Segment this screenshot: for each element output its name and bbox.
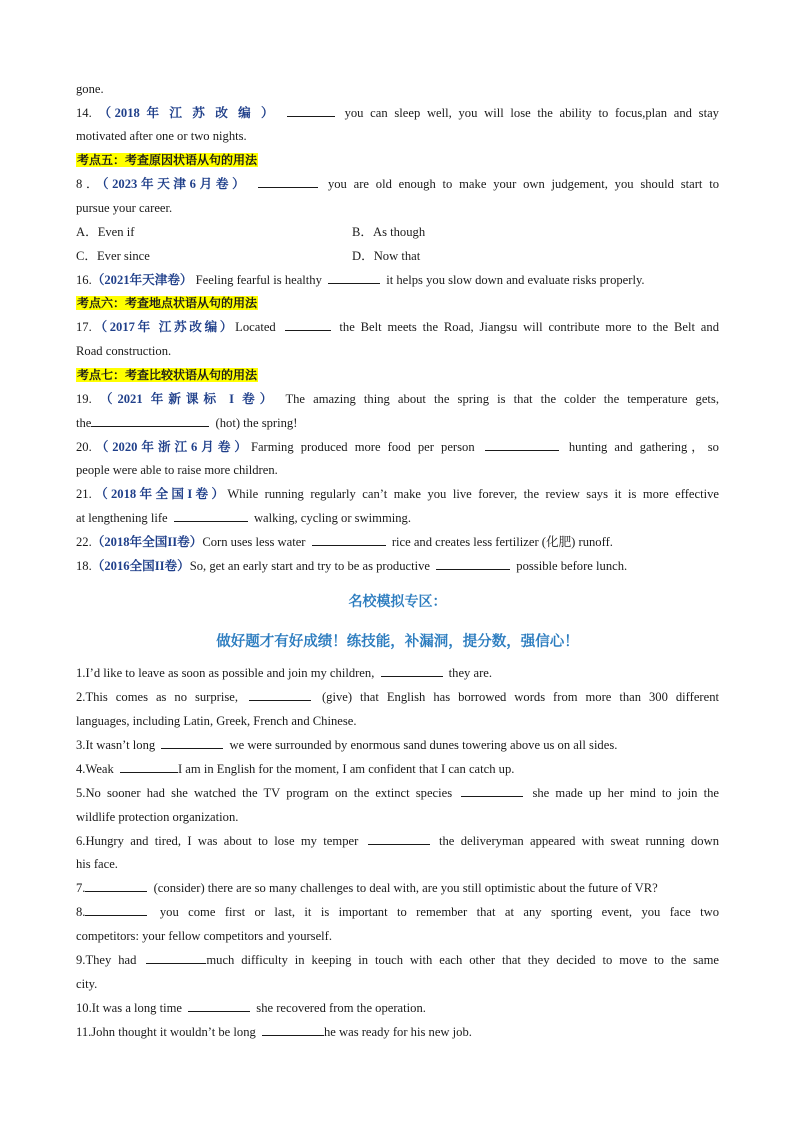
line-text: at lengthening life [76,511,168,525]
question-number: 21. [76,487,92,501]
question-number: 22. [76,535,92,549]
question-source: （2017年 江苏改编） [91,320,236,334]
question-text: the deliveryman appeared with sweat running down [438,834,719,848]
question-text: (give) that English has borrowed words from more than 300 different [321,690,719,704]
question-text: 5.No sooner had she watched the TV program on the extinct species [76,786,453,800]
text-line [76,806,719,828]
text-line [76,925,719,947]
answer-blank[interactable] [312,533,386,546]
line-text: competitors: your fellow competitors and yourself. [76,929,333,943]
sim-question-2 [76,686,719,708]
sim-question-9 [76,949,719,971]
line-text: people were able to raise more children. [76,463,278,477]
question-text: 2.This comes as no surprise, [76,690,238,704]
line-text: his face. [76,857,118,871]
answer-blank[interactable] [328,271,380,284]
line-text: gone. [76,82,104,96]
section-slogan: 做好题才有好成绩！练技能，补漏洞，提分数，强信心！ [216,634,579,650]
section-heading-7 [76,364,719,386]
question-text: 7. [76,881,86,895]
line-text: city. [76,977,98,991]
answer-blank[interactable] [485,438,559,451]
question-text: she recovered from the operation. [256,1001,426,1015]
section-title: 名校模拟专区： [348,594,447,610]
line-text: walking, cycling or swimming. [253,511,411,525]
line-text: Road construction. [76,344,172,358]
sim-question-1 [76,662,719,684]
question-number: 14. [76,106,92,120]
answer-blank[interactable] [285,318,331,331]
question-text: Corn uses less water [202,535,306,549]
option-c[interactable]: C．Ever since [76,249,150,263]
question-number: 18. [76,559,92,573]
answer-blank[interactable] [262,1023,324,1036]
option-d[interactable]: D．Now that [352,249,421,263]
sim-question-8 [76,901,719,923]
section-heading: 考点七：考查比较状语从句的用法 [77,368,258,382]
text-line [76,853,719,875]
sim-question-4 [76,758,719,780]
question-8 [76,173,719,195]
sim-question-3 [76,734,719,756]
option-a[interactable]: A．Even if [76,225,135,239]
question-text: you can sleep well, you will lose the ability to focus,plan and stay [344,106,719,120]
question-text: 1.I’d like to leave as soon as possible and join my children, [76,666,375,680]
answer-blank[interactable] [91,414,209,427]
question-text: he was ready for his new job. [323,1025,472,1039]
text-line [76,973,719,995]
answer-blank[interactable] [120,760,178,773]
section-heading-6 [76,292,719,314]
answer-blank[interactable] [85,879,147,892]
question-source: （2023年天津6月卷） [102,177,249,191]
question-number: 20. [76,440,92,454]
answer-blank[interactable] [461,784,523,797]
question-text: rice and creates less fertilizer (化肥) runoff. [391,535,613,549]
text-line [76,78,719,100]
question-text: you are old enough to make your own judgement, you should start to [327,177,719,191]
question-text: 8. [76,905,86,919]
question-text: Feeling fearful is healthy [195,273,322,287]
answer-blank[interactable] [161,736,223,749]
answer-blank[interactable] [368,832,430,845]
sim-question-11 [76,1021,719,1043]
question-text: 11.John thought it wouldn’t be long [76,1025,256,1039]
question-text: they are. [448,666,493,680]
answer-blank[interactable] [146,951,206,964]
question-source: （2018年全国I卷） [91,487,228,501]
options-row [76,245,719,267]
question-text: you come first or last, it is important to remember that at any sporting event, you face two [159,905,719,919]
question-source: （2021年天津卷） [91,273,193,287]
text-line [76,710,719,732]
line-text: motivated after one or two nights. [76,129,247,143]
question-text: 9.They had [76,953,137,967]
question-text: The amazing thing about the spring is that the colder the temperature gets, [285,392,719,406]
question-text: we were surrounded by enormous sand dunes towering above us on all sides. [229,738,618,752]
line-text: the [76,416,92,430]
question-text: she made up her mind to join the [532,786,719,800]
question-22 [76,531,719,553]
question-number: 16. [76,273,92,287]
question-text: While running regularly can’t make you live forever, the review says it is more effective [227,487,719,501]
question-text: (consider) there are so many challenges to deal with, are you still optimistic about the future of VR? [153,881,658,895]
line-text: wildlife protection organization. [76,810,239,824]
answer-blank[interactable] [188,999,250,1012]
question-16 [76,269,719,291]
question-source: （2018 年 江 苏 改 编 ） [98,106,278,120]
question-text: 10.It was a long time [76,1001,182,1015]
question-text: Farming produced more food per person [250,440,475,454]
question-text: 6.Hungry and tired, I was about to lose my temper [76,834,359,848]
answer-blank[interactable] [85,903,147,916]
answer-blank[interactable] [258,175,318,188]
sim-question-10 [76,997,719,1019]
text-line [76,340,719,362]
question-number: 8． [76,177,103,191]
question-text: the Belt meets the Road, Jiangsu will contribute more to the Belt and [339,320,719,334]
answer-blank[interactable] [436,557,510,570]
section-heading-5 [76,149,719,171]
sim-question-7 [76,877,719,899]
question-source: （2016全国II卷） [91,559,190,573]
question-text: it helps you slow down and evaluate risks properly. [386,273,645,287]
section-heading: 考点五：考查原因状语从句的用法 [77,153,258,167]
question-20 [76,436,719,458]
text-line [76,507,719,529]
answer-blank[interactable] [174,509,248,522]
options-row [76,221,719,243]
question-number: 17. [76,320,92,334]
question-text: possible before lunch. [516,559,628,573]
text-line [76,459,719,481]
answer-blank[interactable] [287,104,335,117]
text-line [76,125,719,147]
question-text: So, get an early start and try to be as productive [189,559,430,573]
question-text: 3.It wasn’t long [76,738,156,752]
text-line [76,197,719,219]
question-19 [76,388,719,410]
question-text: much difficulty in keeping in touch with each other that they decided to move to the same [206,953,719,967]
line-text: languages, including Latin, Greek, French and Chinese. [76,714,357,728]
option-b[interactable]: B．As though [352,225,426,239]
question-21 [76,483,719,505]
question-source: （2020年浙江6月卷） [91,440,251,454]
question-source: （2021 年新课标 I 卷） [99,392,278,406]
question-18 [76,555,719,577]
line-text: pursue your career. [76,201,173,215]
sim-question-6 [76,830,719,852]
question-number: 19. [76,392,92,406]
answer-blank[interactable] [381,664,443,677]
answer-blank[interactable] [249,688,311,701]
sim-question-5 [76,782,719,804]
question-text: 4.Weak [76,762,114,776]
question-text: Located [235,320,276,334]
question-source: （2018年全国II卷） [91,535,203,549]
question-17 [76,316,719,338]
question-text: hunting and gathering，so [568,440,719,454]
question-text: I am in English for the moment, I am confident that I can catch up. [177,762,515,776]
section-heading: 考点六：考查地点状语从句的用法 [77,296,258,310]
text-line [76,412,719,434]
question-14 [76,102,719,124]
line-text: (hot) the spring! [215,416,298,430]
